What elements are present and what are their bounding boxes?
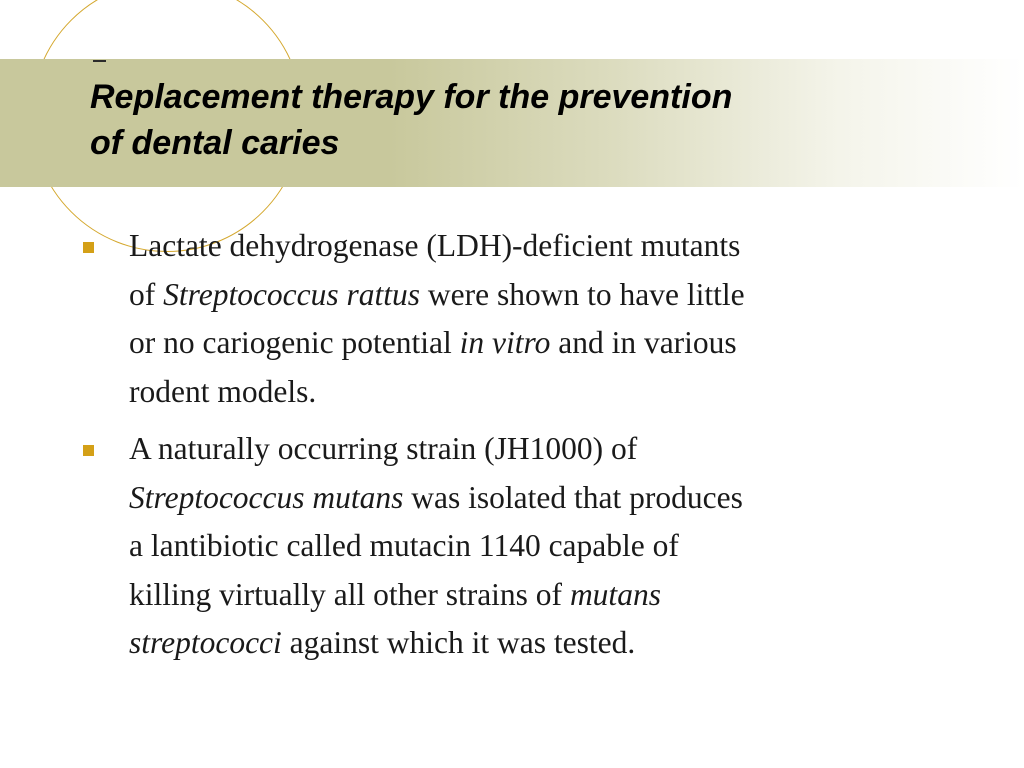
bullet-1-line-2 xyxy=(129,271,920,320)
bullet-2-line-2 xyxy=(129,474,920,523)
bullet-1-line-1: Lactate dehydrogenase (LDH)-deficient mutants xyxy=(129,228,741,263)
text-run: were shown to have little xyxy=(420,276,745,312)
bullet-list xyxy=(80,222,920,677)
text-run: or no cariogenic potential xyxy=(129,325,460,360)
bullet-item-ldh-mutants xyxy=(80,222,920,416)
text-run: killing virtually all other strains of xyxy=(129,576,570,612)
text-run: and in various xyxy=(550,325,737,360)
square-bullet-icon xyxy=(83,242,94,253)
bullet-1-line-4: rodent models. xyxy=(129,373,317,409)
title-line-1: Replacement therapy for the prevention xyxy=(90,78,733,116)
text-run: of xyxy=(129,276,164,312)
bullet-2-line-5 xyxy=(129,619,920,668)
title-tick-mark xyxy=(93,60,106,62)
bullet-2-line-3: a lantibiotic called mutacin 1140 capable of xyxy=(129,528,679,563)
title-line-2: of dental caries xyxy=(90,124,340,162)
text-run: was isolated that produces xyxy=(403,479,743,515)
square-bullet-icon xyxy=(83,445,94,456)
species-name-s-mutans: Streptococcus mutans xyxy=(129,479,404,515)
bullet-2-line-1: A naturally occurring strain (JH1000) of xyxy=(129,431,638,466)
term-mutans: mutans xyxy=(569,576,661,612)
term-streptococci: streptococci xyxy=(129,625,282,660)
bullet-item-jh1000-strain xyxy=(80,425,920,668)
bullet-2-line-4 xyxy=(129,571,920,620)
bullet-1-line-3 xyxy=(129,319,920,368)
term-in-vitro: in vitro xyxy=(459,325,551,360)
slide-title xyxy=(90,74,910,166)
text-run: against which it was tested. xyxy=(281,625,636,660)
species-name-s-rattus: Streptococcus rattus xyxy=(163,276,421,312)
